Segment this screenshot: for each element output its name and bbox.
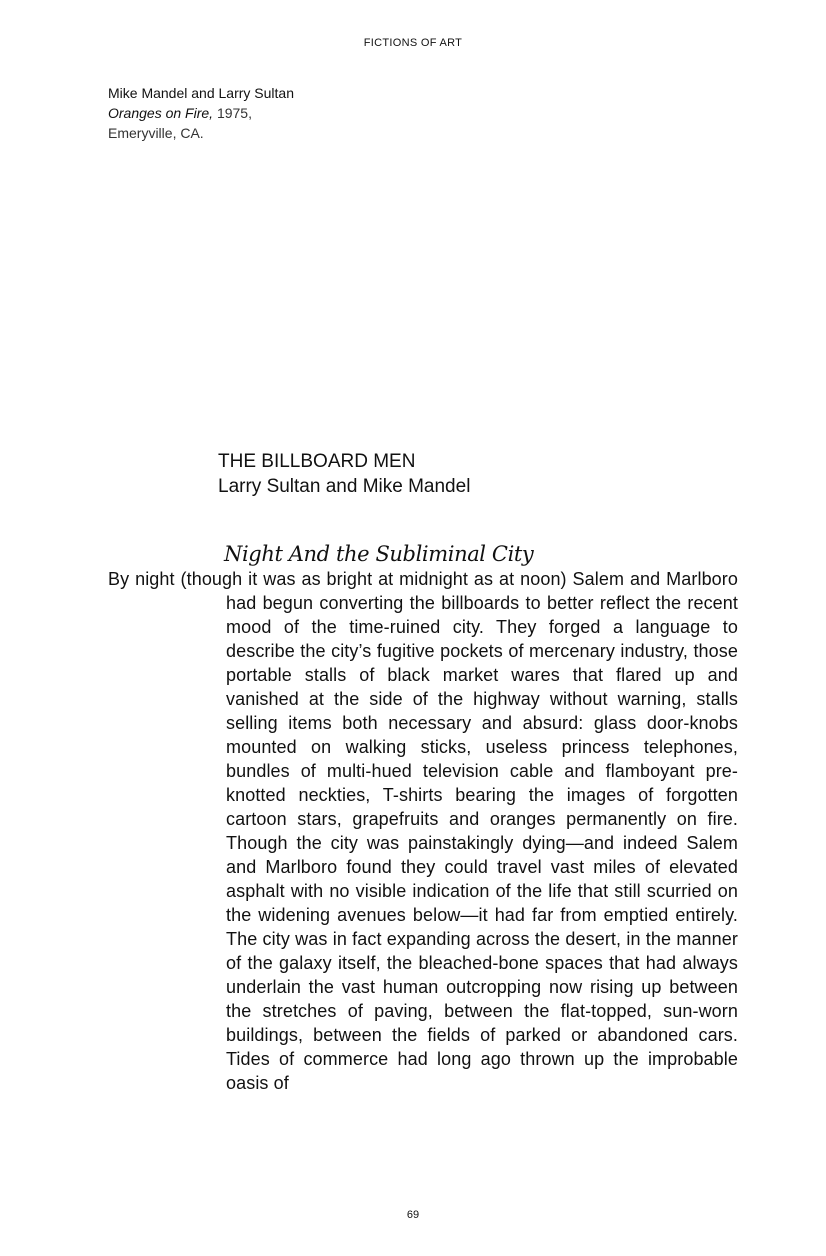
section-title: Night And the Subliminal City — [224, 542, 534, 566]
running-head: FICTIONS OF ART — [363, 37, 463, 49]
caption-work-line — [108, 103, 294, 123]
image-caption — [108, 83, 294, 143]
caption-work-title: Oranges on Fire, — [108, 105, 214, 121]
article-header — [218, 449, 470, 499]
caption-artists: Mike Mandel and Larry Sultan — [108, 85, 294, 101]
article-authors: Larry Sultan and Mike Mandel — [218, 476, 471, 497]
page-number: 69 — [406, 1209, 420, 1221]
caption-location: Emeryville, CA. — [108, 125, 204, 141]
article-title: THE BILLBOARD MEN — [218, 451, 416, 472]
body-paragraph: By night (though it was as bright at midnight as at noon) Salem and Marlboro had begun converting the billboards to better reflect the recent mood of the time-ruined city. They forged a language to describe the city’s fugitive pockets of mercenary industry, those portable stalls of black market wares that flared up and vanished at the side of the highway without warning, stalls selling items both necessary and absurd: glass door-knobs mounted on walking sticks, useless princess telephones, bundles of multi-hued television cable and flamboyant pre-knotted neckties, T-shirts bearing the images of forgotten cartoon stars, grapefruits and oranges permanently on fire. Though the city was painstakingly dying—and indeed Salem and Marlboro found they could travel vast miles of elevated asphalt with no visible indication of the life that still scurried on the widening avenues below—it had far from emptied entirely. The city was in fact expanding across the desert, in the manner of the galaxy itself, the bleached-bone spaces that had always underlain the vast human outcropping now rising up between the stretches of paving, between the flat-topped, sun-worn buildings, between the fields of parked or abandoned cars. Tides of commerce had long ago thrown up the improbable oasis of — [108, 569, 738, 1093]
caption-year: 1975, — [213, 105, 252, 121]
